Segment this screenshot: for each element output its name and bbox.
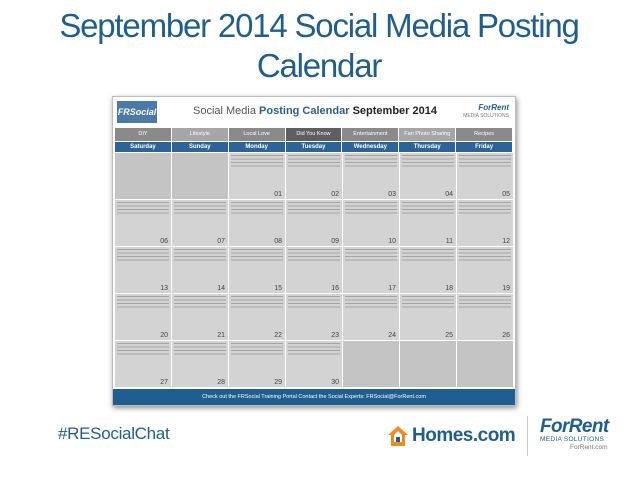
slide-title bbox=[0, 6, 638, 86]
calendar-brand-sub: MEDIA SOLUTIONS bbox=[463, 113, 509, 119]
day-post-text bbox=[117, 343, 169, 357]
day-number: 01 bbox=[274, 191, 282, 198]
day-post-text bbox=[231, 249, 283, 263]
day-number: 04 bbox=[445, 191, 453, 198]
calendar-day-cell bbox=[400, 200, 456, 246]
calendar-day-cell bbox=[400, 153, 456, 199]
weekday-monday: Monday bbox=[229, 142, 286, 152]
forrent-url: ForRent.com bbox=[570, 443, 608, 451]
category-did-you-know: Did You Know bbox=[286, 128, 343, 141]
day-post-text bbox=[345, 249, 397, 263]
calendar-day-cell bbox=[286, 294, 342, 340]
category-lifestyle: Lifestyle bbox=[172, 128, 229, 141]
day-number: 23 bbox=[331, 332, 339, 339]
calendar-title bbox=[193, 105, 437, 117]
weekday-saturday: Saturday bbox=[115, 142, 172, 152]
day-number: 24 bbox=[388, 332, 396, 339]
day-post-text bbox=[231, 155, 283, 169]
weekday-tuesday: Tuesday bbox=[286, 142, 343, 152]
category-diy: DIY bbox=[115, 128, 172, 141]
day-post-text bbox=[402, 296, 454, 310]
homes-wordmark: Homes.com bbox=[412, 425, 516, 446]
day-post-text bbox=[459, 249, 511, 263]
category-local-love: Local Love bbox=[229, 128, 286, 141]
calendar-day-cell bbox=[286, 247, 342, 293]
day-number: 18 bbox=[445, 285, 453, 292]
calendar-day-cell bbox=[457, 153, 513, 199]
day-post-text bbox=[174, 296, 226, 310]
day-number: 14 bbox=[217, 285, 225, 292]
calendar-day-cell bbox=[229, 341, 285, 387]
calendar-day-cell bbox=[229, 200, 285, 246]
calendar-day-cell bbox=[115, 294, 171, 340]
day-post-text bbox=[402, 249, 454, 263]
calendar-day-cell bbox=[229, 247, 285, 293]
day-post-text bbox=[402, 202, 454, 216]
category-recipes: Recipes bbox=[456, 128, 513, 141]
calendar-title-part1: Social Media bbox=[193, 105, 260, 117]
day-post-text bbox=[174, 343, 226, 357]
hashtag: #RESocialChat bbox=[58, 424, 170, 443]
day-post-text bbox=[288, 202, 340, 216]
category-fan-photo-sharing: Fan Photo Sharing bbox=[399, 128, 456, 141]
day-post-text bbox=[402, 155, 454, 169]
day-number: 03 bbox=[388, 191, 396, 198]
homes-house-icon bbox=[387, 425, 409, 447]
day-number: 27 bbox=[160, 379, 168, 386]
day-post-text bbox=[174, 202, 226, 216]
calendar-day-cell bbox=[286, 341, 342, 387]
calendar-brand-name: ForRent bbox=[478, 103, 509, 112]
calendar-day-cell bbox=[172, 294, 228, 340]
calendar-day-cell bbox=[457, 247, 513, 293]
forrent-tagline: MEDIA SOLUTIONS bbox=[540, 436, 605, 443]
calendar-day-cell bbox=[343, 247, 399, 293]
calendar-day-cell bbox=[400, 247, 456, 293]
calendar-day-cell bbox=[400, 294, 456, 340]
day-post-text bbox=[288, 343, 340, 357]
calendar-day-cell bbox=[115, 247, 171, 293]
logo-divider bbox=[527, 416, 528, 456]
calendar-day-cell bbox=[115, 200, 171, 246]
day-number: 20 bbox=[160, 332, 168, 339]
calendar-day-cell bbox=[172, 200, 228, 246]
day-post-text bbox=[117, 296, 169, 310]
slide-title-line1: September 2014 Social Media Posting bbox=[59, 7, 579, 44]
day-post-text bbox=[345, 296, 397, 310]
forrent-wordmark: ForRent bbox=[540, 416, 609, 437]
day-number: 09 bbox=[331, 238, 339, 245]
day-number: 29 bbox=[274, 379, 282, 386]
day-number: 17 bbox=[388, 285, 396, 292]
calendar-day-cell bbox=[286, 200, 342, 246]
calendar-day-cell bbox=[229, 153, 285, 199]
calendar-day-cell bbox=[286, 153, 342, 199]
calendar-forrent-logo bbox=[463, 103, 509, 121]
day-post-text bbox=[459, 202, 511, 216]
calendar-day-cell bbox=[172, 247, 228, 293]
weekday-thursday: Thursday bbox=[399, 142, 456, 152]
day-number: 07 bbox=[217, 238, 225, 245]
category-entertainment: Entertainment bbox=[342, 128, 399, 141]
calendar-title-part3: September 2014 bbox=[352, 105, 437, 117]
day-post-text bbox=[459, 155, 511, 169]
weekday-row bbox=[115, 142, 513, 152]
day-post-text bbox=[288, 249, 340, 263]
day-post-text bbox=[231, 202, 283, 216]
day-number: 11 bbox=[445, 238, 453, 245]
day-number: 26 bbox=[502, 332, 510, 339]
calendar-day-cell bbox=[343, 200, 399, 246]
day-number: 22 bbox=[274, 332, 282, 339]
day-post-text bbox=[288, 296, 340, 310]
calendar-empty-cell bbox=[343, 341, 399, 387]
weekday-wednesday: Wednesday bbox=[342, 142, 399, 152]
frsocial-logo: FRSocial bbox=[117, 101, 157, 123]
day-number: 16 bbox=[331, 285, 339, 292]
day-post-text bbox=[231, 343, 283, 357]
day-number: 02 bbox=[331, 191, 339, 198]
day-number: 21 bbox=[217, 332, 225, 339]
day-post-text bbox=[288, 155, 340, 169]
day-post-text bbox=[174, 249, 226, 263]
calendar-header bbox=[113, 97, 515, 127]
homes-logo bbox=[387, 424, 515, 448]
day-number: 25 bbox=[445, 332, 453, 339]
forrent-logo bbox=[540, 417, 609, 451]
calendar-empty-cell bbox=[172, 153, 228, 199]
weekday-sunday: Sunday bbox=[172, 142, 229, 152]
calendar-footer: Check out the FRSocial Training Portal Contact the Social Experts: FRSocial@ForRent.com bbox=[113, 389, 515, 405]
calendar-day-cell bbox=[172, 341, 228, 387]
day-number: 13 bbox=[160, 285, 168, 292]
calendar-day-cell bbox=[457, 200, 513, 246]
calendar-day-cell bbox=[229, 294, 285, 340]
calendar-empty-cell bbox=[457, 341, 513, 387]
category-row bbox=[115, 128, 513, 141]
day-number: 06 bbox=[160, 238, 168, 245]
day-number: 19 bbox=[502, 285, 510, 292]
day-number: 05 bbox=[502, 191, 510, 198]
day-number: 08 bbox=[274, 238, 282, 245]
day-post-text bbox=[459, 296, 511, 310]
calendar-title-part2: Posting Calendar bbox=[259, 105, 353, 117]
slide-title-line2: Calendar bbox=[256, 47, 382, 84]
day-number: 28 bbox=[217, 379, 225, 386]
day-number: 10 bbox=[388, 238, 396, 245]
day-number: 12 bbox=[502, 238, 510, 245]
day-post-text bbox=[345, 202, 397, 216]
calendar-grid bbox=[115, 153, 513, 387]
day-post-text bbox=[345, 155, 397, 169]
day-post-text bbox=[117, 202, 169, 216]
calendar-day-cell bbox=[343, 294, 399, 340]
day-number: 30 bbox=[331, 379, 339, 386]
day-number: 15 bbox=[274, 285, 282, 292]
day-post-text bbox=[117, 249, 169, 263]
calendar-empty-cell bbox=[400, 341, 456, 387]
calendar-day-cell bbox=[457, 294, 513, 340]
calendar-image bbox=[112, 96, 516, 406]
calendar-day-cell bbox=[343, 153, 399, 199]
calendar-empty-cell bbox=[115, 153, 171, 199]
weekday-friday: Friday bbox=[456, 142, 513, 152]
calendar-day-cell bbox=[115, 341, 171, 387]
day-post-text bbox=[231, 296, 283, 310]
